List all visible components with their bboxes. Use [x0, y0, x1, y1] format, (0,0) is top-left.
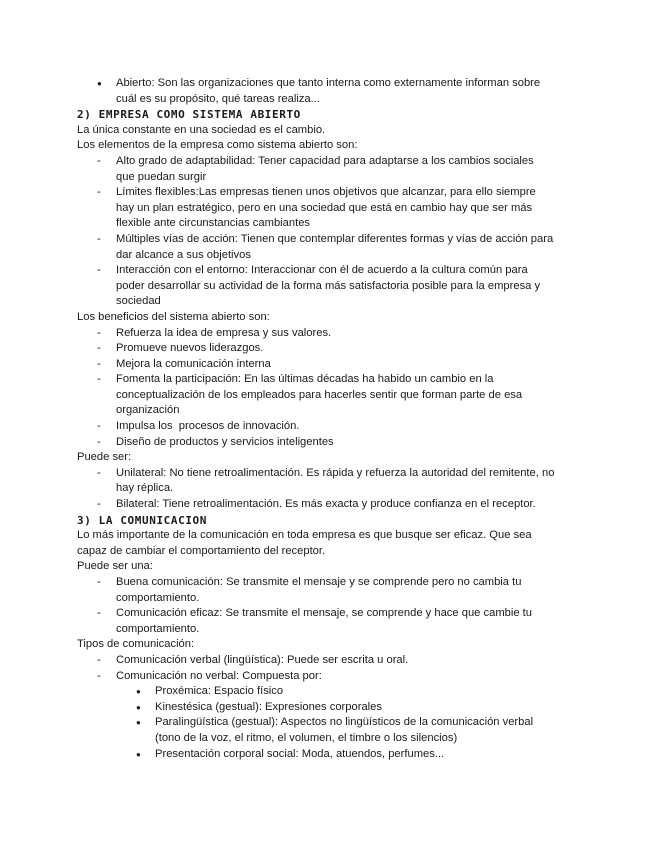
line: dar alcance a sus objetivos — [116, 248, 251, 261]
paragraph — [77, 528, 582, 559]
line: comportamiento. — [116, 591, 200, 604]
line: (tono de la voz, el ritmo, el volumen, el timbre o los silencios) — [155, 731, 458, 744]
line: cuál es su propósito, qué tareas realiza... — [116, 92, 320, 105]
paragraph: Puede ser una: — [77, 560, 153, 573]
paragraph: La única constante en una sociedad es el cambio. — [77, 123, 326, 136]
paragraph: Los elementos de la empresa como sistema abierto son: — [77, 139, 358, 152]
line: - Alto grado de adaptabilidad: Tener capacidad para adaptarse a los cambios sociales — [116, 154, 534, 167]
line: - Buena comunicación: Se transmite el mensaje y se comprende pero no cambia tu — [116, 576, 522, 588]
list-item — [77, 357, 582, 373]
line: - Unilateral: No tiene retroalimentación. Es rápida y refuerza la autoridad del remitente, no — [116, 466, 555, 479]
line: - Bilateral: Tiene retroalimentación. Es más exacta y produce confianza en el receptor. — [116, 498, 536, 511]
line: - Comunicación no verbal: Compuesta por: — [116, 669, 322, 682]
sub-list-item — [77, 700, 582, 716]
intro-bullet — [77, 76, 582, 107]
line: - Mejora la comunicación interna — [116, 357, 271, 370]
list-item — [77, 466, 582, 497]
list-item — [77, 154, 582, 185]
document-page — [77, 76, 582, 762]
line: - Comunicación verbal (lingüística): Puede ser escrita u oral. — [116, 653, 409, 666]
line: flexible ante circunstancias cambiantes — [116, 217, 311, 230]
paragraph: Tipos de comunicación: — [77, 638, 195, 651]
list-item — [77, 232, 582, 263]
line: - Múltiples vías de acción: Tienen que contemplar diferentes formas y vías de acción para — [116, 232, 554, 245]
list-item — [77, 263, 582, 310]
line: organización — [116, 404, 180, 417]
line: - Interacción con el entorno: Interaccionar con él de acuerdo a la cultura común para — [116, 264, 528, 277]
line: - Diseño de productos y servicios inteligentes — [116, 435, 334, 448]
list-item — [77, 341, 582, 357]
sub-list-item — [77, 747, 582, 763]
line: capaz de cambiar el comportamiento del receptor. — [77, 544, 326, 557]
list-item — [77, 435, 582, 451]
line: - Comunicación eficaz: Se transmite el mensaje, se comprende y hace que cambie tu — [116, 607, 533, 620]
line: ● Presentación corporal social: Moda, atuendos, perfumes... — [155, 747, 445, 760]
list-item — [77, 606, 582, 637]
list-item — [77, 372, 582, 419]
line: - Refuerza la idea de empresa y sus valores. — [116, 326, 332, 339]
line: comportamiento. — [116, 622, 200, 635]
sub-list-item — [77, 715, 582, 746]
line: ● Proxémica: Espacio físico — [155, 685, 284, 698]
line: - Límites flexibles:Las empresas tienen unos objetivos que alcanzar, para ello siempre — [116, 186, 536, 199]
line: conceptualización de los empleados para hacerles sentir que forman parte de esa — [116, 388, 523, 401]
section-3-heading: 3) LA COMUNICACION — [77, 513, 208, 527]
list-item — [77, 669, 582, 685]
list-item — [77, 419, 582, 435]
line: poder desarrollar su actividad de la forma más satisfactoria posible para la empresa y — [116, 279, 541, 292]
line: Lo más importante de la comunicación en toda empresa es que busque ser eficaz. Que sea — [77, 529, 532, 542]
sub-list-item — [77, 684, 582, 700]
line: que puedan surgir — [116, 170, 207, 183]
list-item — [77, 653, 582, 669]
line: ● Paralingüística (gestual): Aspectos no lingüísticos de la comunicación verbal — [155, 716, 534, 729]
line: - Impulsa los procesos de innovación. — [116, 420, 300, 433]
list-item — [77, 575, 582, 606]
section-2-heading: 2) EMPRESA COMO SISTEMA ABIERTO — [77, 108, 301, 122]
line: ● Abierto: Son las organizaciones que tanto interna como externamente informan sobre — [116, 77, 541, 89]
list-item — [77, 326, 582, 342]
line: sociedad — [116, 295, 161, 308]
paragraph: Puede ser: — [77, 451, 132, 464]
list-item — [77, 185, 582, 232]
line: - Fomenta la participación: En las últimas décadas ha habido un cambio en la — [116, 373, 494, 386]
line: hay réplica. — [116, 482, 174, 495]
list-item — [77, 497, 582, 513]
paragraph: Los beneficios del sistema abierto son: — [77, 310, 270, 323]
line: - Promueve nuevos liderazgos. — [116, 342, 264, 355]
line: hay un plan estratégico, pero en una sociedad que está en cambio hay que ser más — [116, 201, 533, 214]
line: ● Kinestésica (gestual): Expresiones corporales — [155, 700, 382, 713]
